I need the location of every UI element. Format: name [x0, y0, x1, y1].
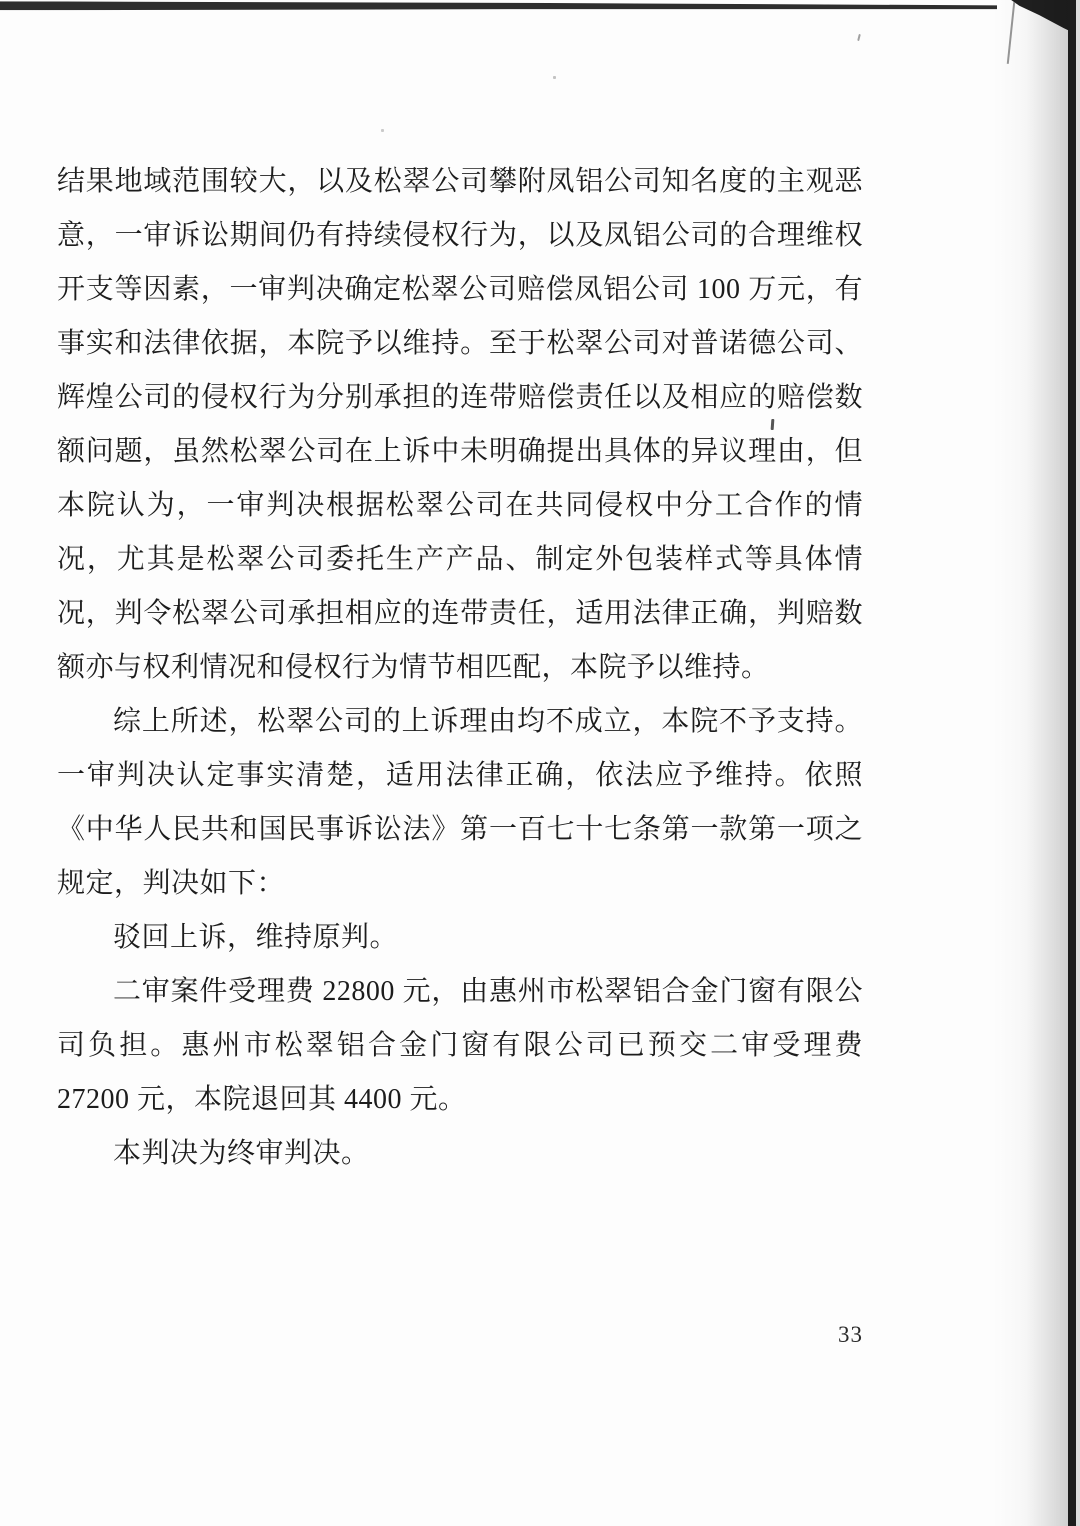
scan-artifact-right-outer-strip [1076, 0, 1080, 1526]
judgment-paragraph-continuation: 结果地域范围较大，以及松翠公司攀附凤铝公司知名度的主观恶意，一审诉讼期间仍有持续侵权行为，以及凤铝公司的合理维权开支等因素，一审判决确定松翠公司赔偿凤铝公司 100 万元，有事实和法律依据，本院予以维持。至于松翠公司对普诺德公司、辉煌公司的侵权行为分别承担的连带赔偿责任以及相应的赔偿数额问题，虽然松翠公司在上诉中未明确提出具体的异议理由，但本院认为，一审判决根据松翠公司在共同侵权中分工合作的情况，尤其是松翠公司委托生产产品、制定外包装样式等具体情况，判令松翠公司承担相应的连带责任，适用法律正确，判赔数额亦与权利情况和侵权行为情节相匹配，本院予以维持。 [57, 166, 863, 683]
scan-artifact-right-edge-line [1068, 0, 1076, 1526]
judgment-paragraph-fees: 二审案件受理费 22800 元，由惠州市松翠铝合金门窗有限公司负担。惠州市松翠铝合金门窗有限公司已预交二审受理费 27200 元，本院退回其 4400 元。 [57, 976, 863, 1115]
page-number: 33 [838, 1322, 863, 1347]
scan-speck [381, 129, 384, 132]
scan-speck [857, 34, 861, 41]
scan-artifact-right-shadow [1026, 0, 1068, 1526]
judgment-text-block [57, 155, 863, 1181]
judgment-paragraph-summary: 综上所述，松翠公司的上诉理由均不成立，本院不予支持。一审判决认定事实清楚，适用法律正确，依法应予维持。依照《中华人民共和国民事诉讼法》第一百七十七条第一款第一项之规定，判决如下： [57, 706, 863, 899]
scan-artifact-corner-scratch [1007, 2, 1015, 64]
scan-speck [553, 76, 556, 79]
judgment-paragraph-ruling: 驳回上诉，维持原判。 [113, 922, 399, 953]
judgment-paragraph-final: 本判决为终审判决。 [113, 1138, 370, 1169]
scan-artifact-top-edge [0, 1, 997, 11]
